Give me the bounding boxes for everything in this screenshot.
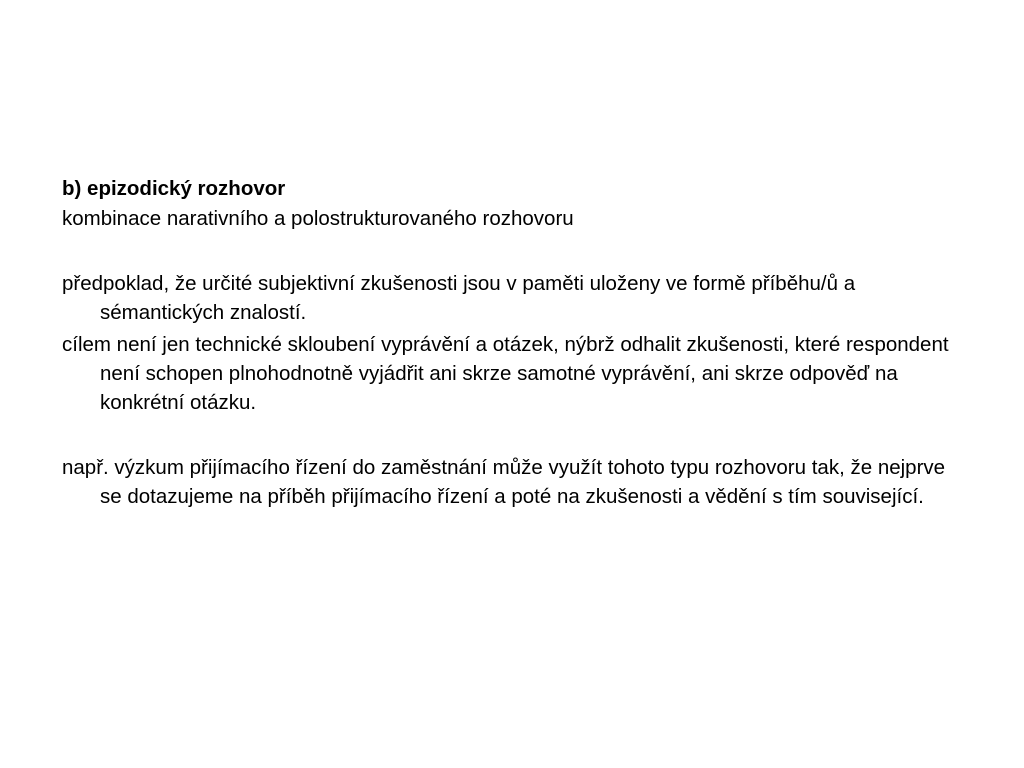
slide-heading: b) epizodický rozhovor bbox=[62, 177, 286, 200]
slide-subheading: kombinace narativního a polostrukturovaného rozhovoru bbox=[62, 207, 574, 230]
paragraph-assumption: předpoklad, že určité subjektivní zkušenosti jsou v paměti uloženy ve formě příběhu/ů a sémantických znalostí. bbox=[62, 272, 856, 324]
paragraph-goal: cílem není jen technické skloubení vyprávění a otázek, nýbrž odhalit zkušenosti, které respondent není schopen plnohodnotně vyjádřit ani skrze samotné vyprávění, ani skrze odpověď na konkrétní otázku. bbox=[62, 333, 949, 414]
slide-content bbox=[62, 174, 972, 511]
paragraph-example: např. výzkum přijímacího řízení do zaměstnání může využít tohoto typu rozhovoru tak, že nejprve se dotazujeme na příběh přijímacího řízení a poté na zkušenosti a vědění s tím související. bbox=[62, 456, 946, 508]
